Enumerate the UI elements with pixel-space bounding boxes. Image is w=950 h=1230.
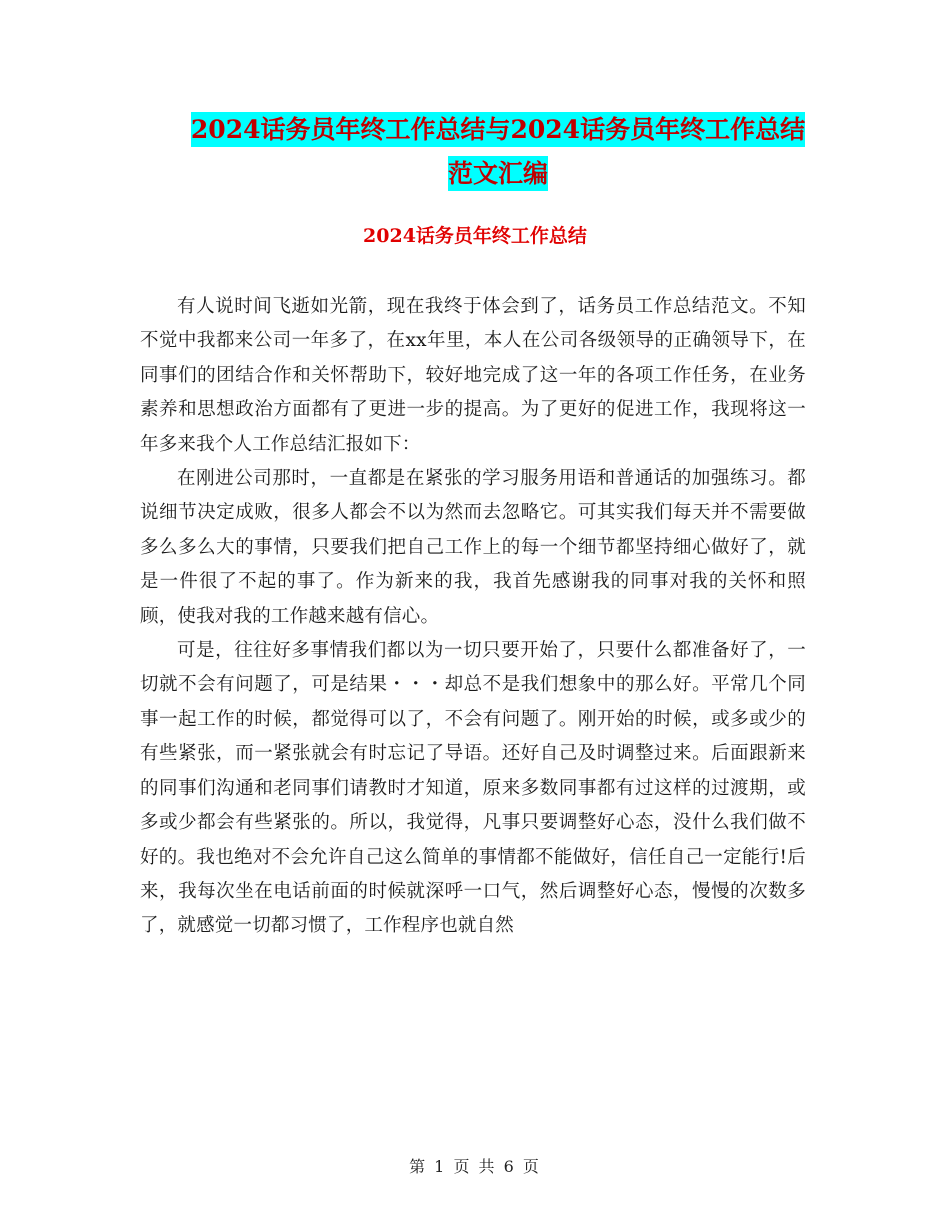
paragraph: 有人说时间飞逝如光箭，现在我终于体会到了，话务员工作总结范文。不知不觉中我都来公司一年多了，在xx年里，本人在公司各级领导的正确领导下，在同事们的团结合作和关怀帮助下，较好地完成了这一年的各项工作任务，在业务素养和思想政治方面都有了更进一步的提高。为了更好的促进工作，我现将这一年多来我个人工作总结汇报如下： xyxy=(140,296,806,455)
paragraph: 可是，往往好多事情我们都以为一切只要开始了，只要什么都准备好了，一切就不会有问题了，可是结果・・・却总不是我们想象中的那么好。平常几个同事一起工作的时候，都觉得可以了，不会有问题了。刚开始的时候，或多或少的有些紧张，而一紧张就会有时忘记了导语。还好自己及时调整过来。后面跟新来的同事们沟通和老同事们请教时才知道，原来多数同事都有过这样的过渡期，或多或少都会有些紧张的。所以，我觉得，凡事只要调整好心态，没什么我们做不好的。我也绝对不会允许自己这么简单的事情都不能做好，信任自己一定能行!后来，我每次坐在电话前面的时候就深呼一口气，然后调整好心态，慢慢的次数多了，就感觉一切都习惯了，工作程序也就自然 xyxy=(140,640,806,937)
body-text xyxy=(140,290,806,944)
document-title xyxy=(140,108,856,196)
title-line-1: 2024话务员年终工作总结与2024话务员年终工作总结 xyxy=(191,112,805,147)
title-line-2: 范文汇编 xyxy=(448,156,548,191)
page-number-footer: 第 1 页 共 6 页 xyxy=(409,1157,541,1176)
section-title: 2024话务员年终工作总结 xyxy=(363,225,587,247)
paragraph: 在刚进公司那时，一直都是在紧张的学习服务用语和普通话的加强练习。都说细节决定成败，很多人都会不以为然而去忽略它。可其实我们每天并不需要做多么多么大的事情，只要我们把自己工作上的每一个细节都坚持细心做好了，就是一件很了不起的事了。作为新来的我，我首先感谢我的同事对我的关怀和照顾，使我对我的工作越来越有信心。 xyxy=(140,468,806,627)
